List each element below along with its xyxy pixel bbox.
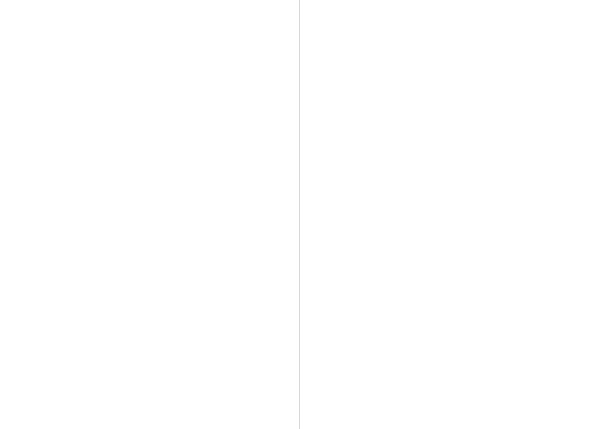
- right-page: [300, 0, 600, 429]
